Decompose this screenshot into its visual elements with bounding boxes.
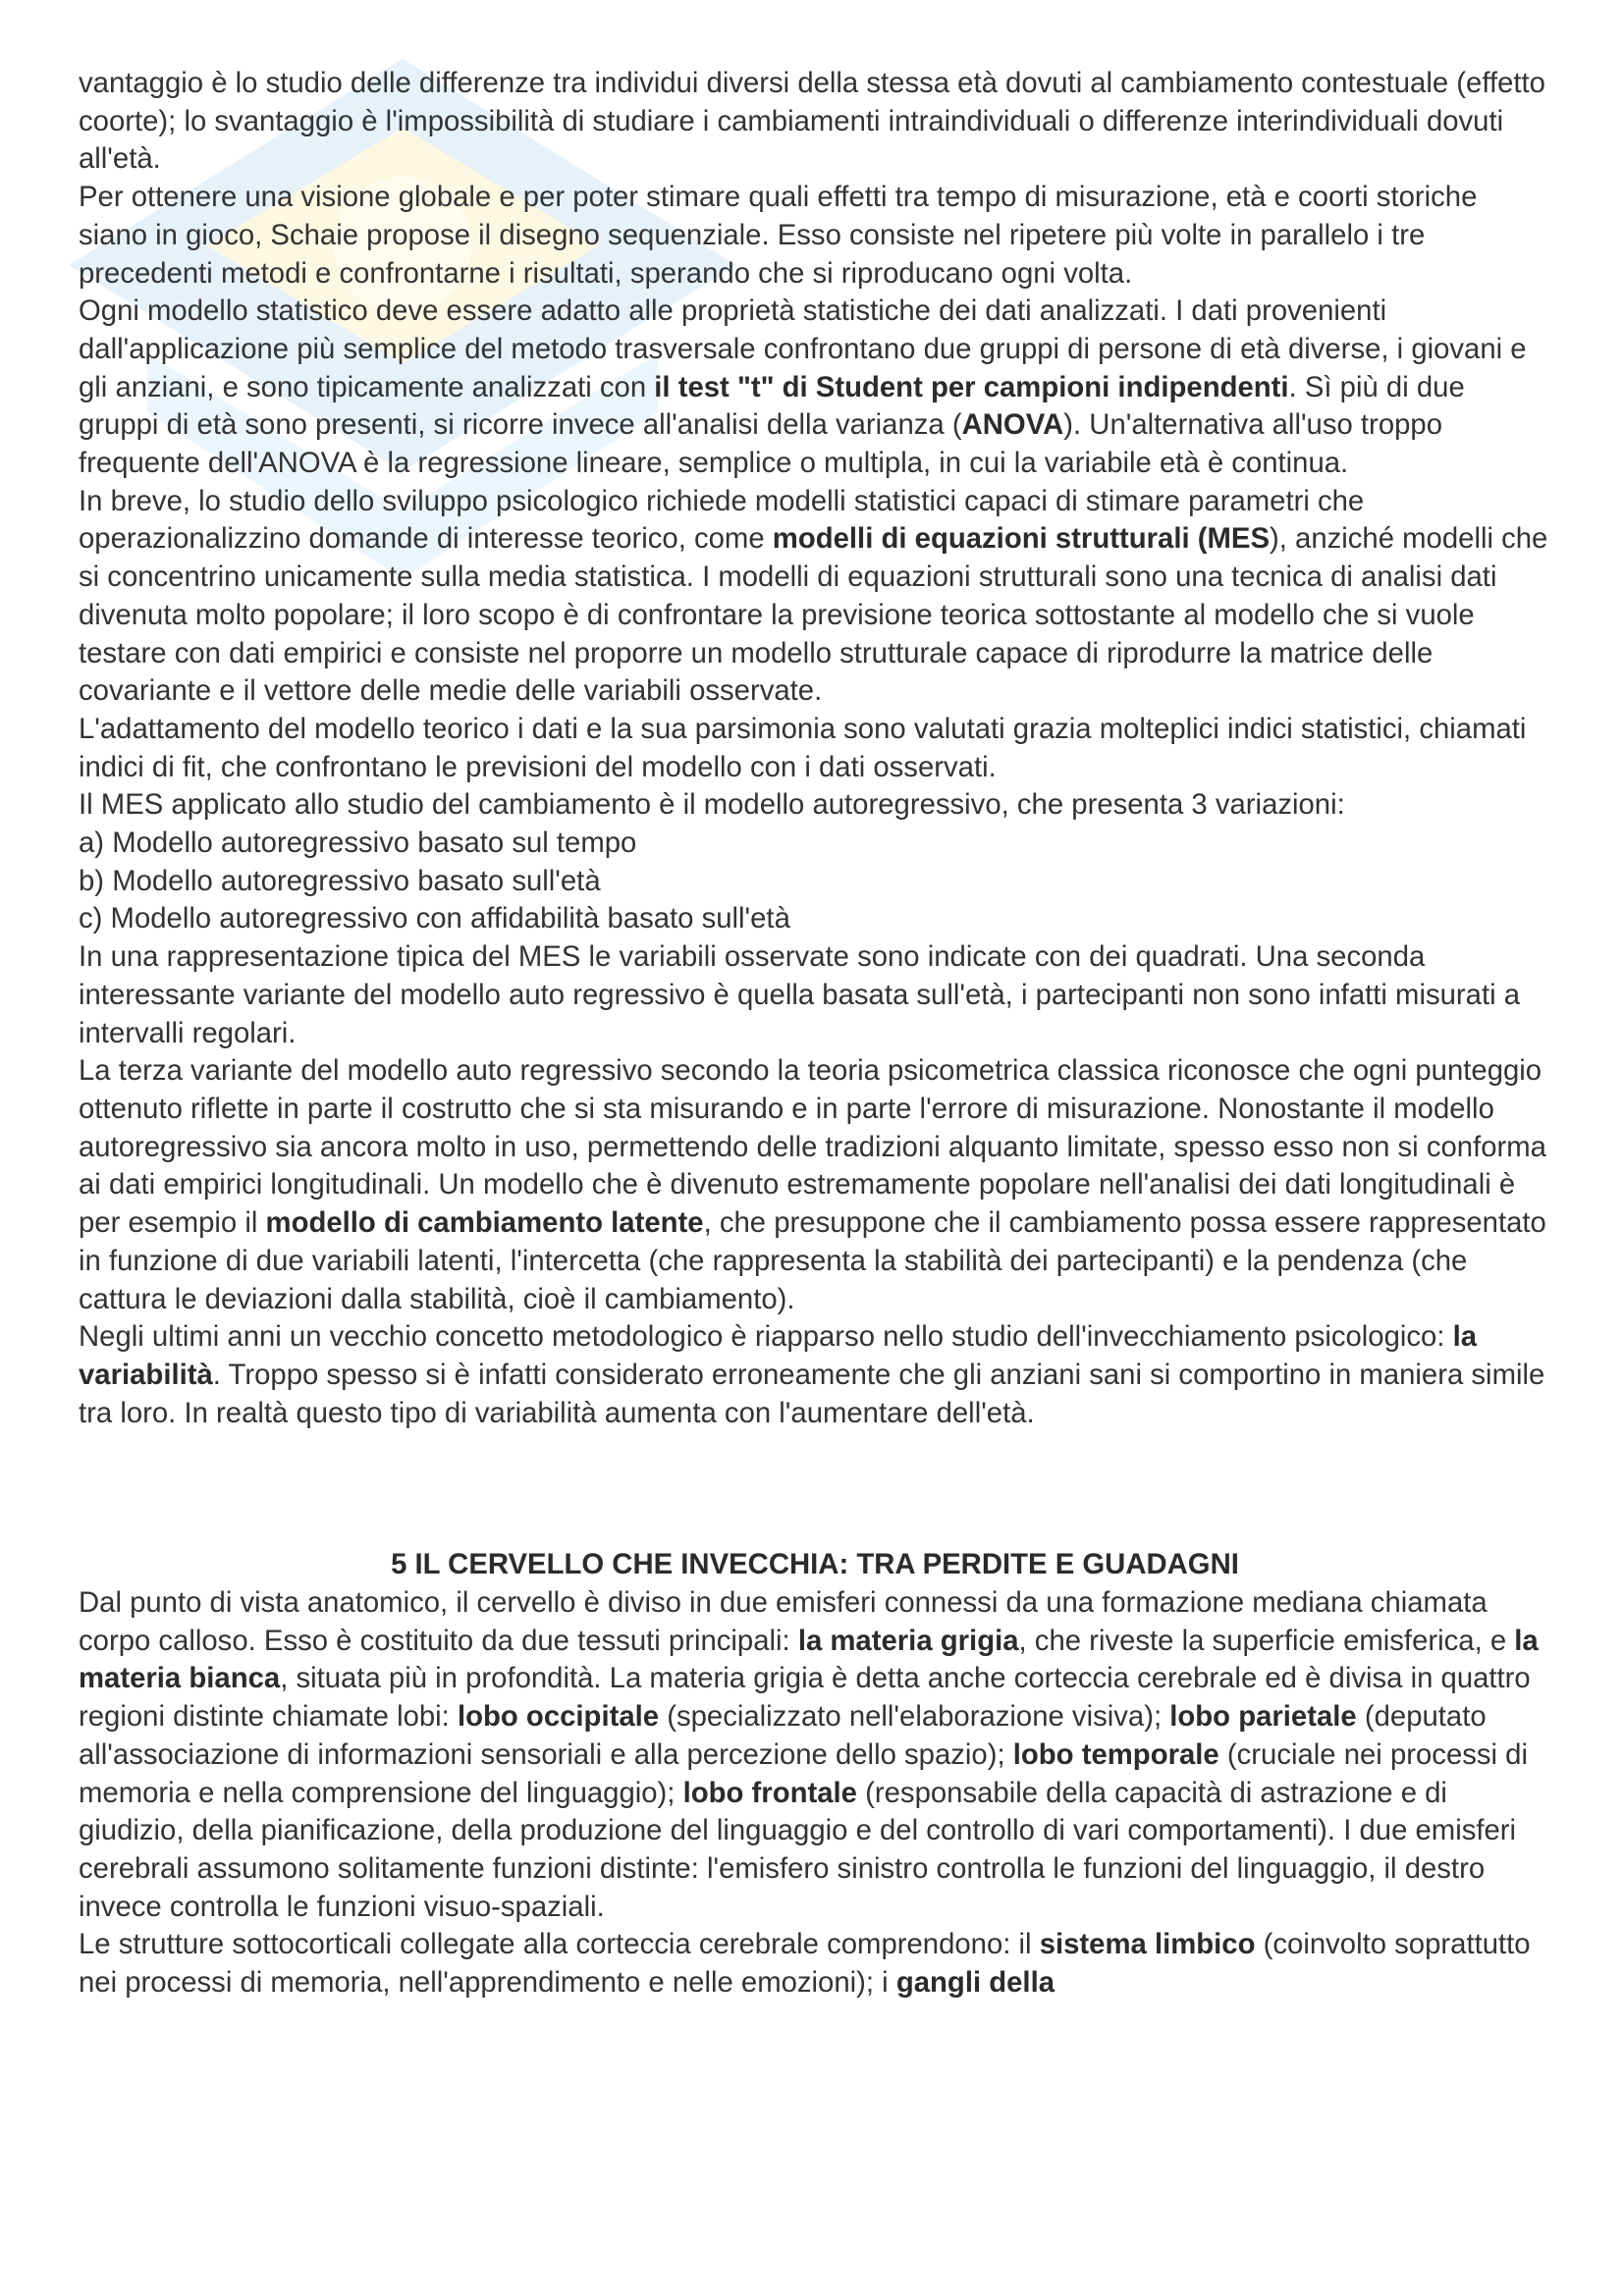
paragraph-variability: Negli ultimi anni un vecchio concetto metodologico è riapparso nello studio dell'invecchiamento psicologico: la variabilità. Troppo spesso si è infatti considerato erroneamente che gli anziani sani si comportino in maniera simile tra loro. In realtà questo tipo di variabilità aumenta con l'aumentare dell'età.	[79, 1320, 1545, 1429]
bold-term: lobo frontale	[682, 1776, 857, 1809]
bold-term: la materia grigia	[797, 1624, 1019, 1657]
list-item: c) Modello autoregressivo con affidabilità basato sull'età	[79, 902, 790, 935]
paragraph-statistical-models: Ogni modello statistico deve essere adatto alle proprietà statistiche dei dati analizzati. I dati provenienti dall'applicazione più semplice del metodo trasversale confrontano due gruppi di persone di età diverse, i giovani e gli anziani, e sono tipicamente analizzati con il test "t" di Student per campioni indipendenti. Sì più di due gruppi di età sono presenti, si ricorre invece all'analisi della varianza (ANOVA). Un'alternativa all'uso troppo frequente dell'ANOVA è la regressione lineare, semplice o multipla, in cui la variabile età è continua.	[79, 294, 1527, 480]
list-item: b) Modello autoregressivo basato sull'età	[79, 864, 601, 897]
bold-term: la materia bianca	[79, 1624, 1539, 1695]
paragraph-brain-anatomy: Dal punto di vista anatomico, il cervello è diviso in due emisferi connessi da una formazione mediana chiamata corpo calloso. Esso è costituito da due tessuti principali: la materia grigia, che riveste la superficie emisferica, e la materia bianca, situata più in profondità. La materia grigia è detta anche corteccia cerebrale ed è divisa in quattro regioni distinte chiamate lobi: lobo occipitale (specializzato nell'elaborazione visiva); lobo parietale (deputato all'associazione di informazioni sensoriali e alla percezione dello spazio); lobo temporale (cruciale nei processi di memoria e nella comprensione del linguaggio); lobo frontale (responsabile della capacità di astrazione e di giudizio, della pianificazione, della produzione del linguaggio e del controllo di vari comportamenti). I due emisferi cerebrali assumono solitamente funzioni distinte: l'emisfero sinistro controlla le funzioni del linguaggio, il destro invece controlla le funzioni visuo-spaziali.	[79, 1586, 1539, 1923]
document-page	[79, 65, 1551, 2002]
bold-term: ANOVA	[961, 408, 1064, 442]
paragraph-fit-indices: L'adattamento del modello teorico i dati e la sua parsimonia sono valutati grazia molteplici indici statistici, chiamati indici di fit, che confrontano le previsioni del modello con i dati osservati.	[79, 712, 1527, 783]
paragraph-sequential-design: Per ottenere una visione globale e per poter stimare quali effetti tra tempo di misurazione, età e coorti storiche siano in gioco, Schaie propose il disegno sequenziale. Esso consiste nel ripetere più volte in parallelo i tre precedenti metodi e confrontarne i risultati, sperando che si riproducano ogni volta.	[79, 181, 1478, 290]
section-gap	[79, 1432, 1551, 1546]
list-item: a) Modello autoregressivo basato sul tempo	[79, 827, 637, 860]
bold-term: il test "t" di Student per campioni indipendenti	[654, 370, 1289, 403]
bold-term: lobo occipitale	[457, 1700, 660, 1734]
paragraph-autoregressive: Il MES applicato allo studio del cambiamento è il modello autoregressivo, che presenta 3 variazioni:	[79, 788, 1345, 822]
paragraph-mes: In breve, lo studio dello sviluppo psicologico richiede modelli statistici capaci di stimare parametri che operazionalizzino domande di interesse teorico, come modelli di equazioni strutturali (MES), anziché modelli che si concentrino unicamente sulla media statistica. I modelli di equazioni strutturali sono una tecnica di analisi dati divenuta molto popolare; il loro scopo è di confrontare la previsione teorica sottostante al modello che si vuole testare con dati empirici e consiste nel proporre un modello strutturale capace di riprodurre la matrice delle covariante e il vettore delle medie delle variabili osservate.	[79, 484, 1548, 708]
paragraph-latent-change: La terza variante del modello auto regressivo secondo la teoria psicometrica classica riconosce che ogni punteggio ottenuto riflette in parte il costrutto che si sta misurando e in parte l'errore di misurazione. Nonostante il modello autoregressivo sia ancora molto in uso, permettendo delle tradizioni alquanto limitate, spesso esso non si conforma ai dati empirici longitudinali. Un modello che è divenuto estremamente popolare nell'analisi dei dati longitudinali è per esempio il modello di cambiamento latente, che presuppone che il cambiamento possa essere rappresentato in funzione di due variabili latenti, l'intercetta (che rappresenta la stabilità dei partecipanti) e la pendenza (che cattura le deviazioni dalla stabilità, cioè il cambiamento).	[79, 1054, 1546, 1315]
bold-term: la variabilità	[79, 1320, 1478, 1391]
bold-term: sistema limbico	[1039, 1928, 1256, 1961]
paragraph-cohort: vantaggio è lo studio delle differenze tra individui diversi della stessa età dovuti al cambiamento contestuale (effetto coorte); lo svantaggio è l'impossibilità di studiare i cambiamenti intraindividuali o differenze interindividuali dovuti all'età.	[79, 67, 1545, 176]
paragraph-mes-representation: In una rappresentazione tipica del MES le variabili osservate sono indicate con dei quadrati. Una seconda interessante variante del modello auto regressivo è quella basata sull'età, i partecipanti non sono infatti misurati a intervalli regolari.	[79, 940, 1521, 1049]
bold-term: gangli della	[895, 1966, 1055, 2000]
paragraph-subcortical: Le strutture sottocorticali collegate alla corteccia cerebrale comprendono: il sistema limbico (coinvolto soprattutto nei processi di memoria, nell'apprendimento e nelle emozioni); i gangli della	[79, 1928, 1531, 2000]
bold-term: modelli di equazioni strutturali (MES	[772, 522, 1270, 556]
bold-term: modello di cambiamento latente	[265, 1206, 704, 1240]
bold-term: lobo parietale	[1169, 1700, 1357, 1734]
bold-term: lobo temporale	[1012, 1737, 1219, 1771]
section-title: 5 IL CERVELLO CHE INVECCHIA: TRA PERDITE E GUADAGNI	[391, 1548, 1239, 1581]
